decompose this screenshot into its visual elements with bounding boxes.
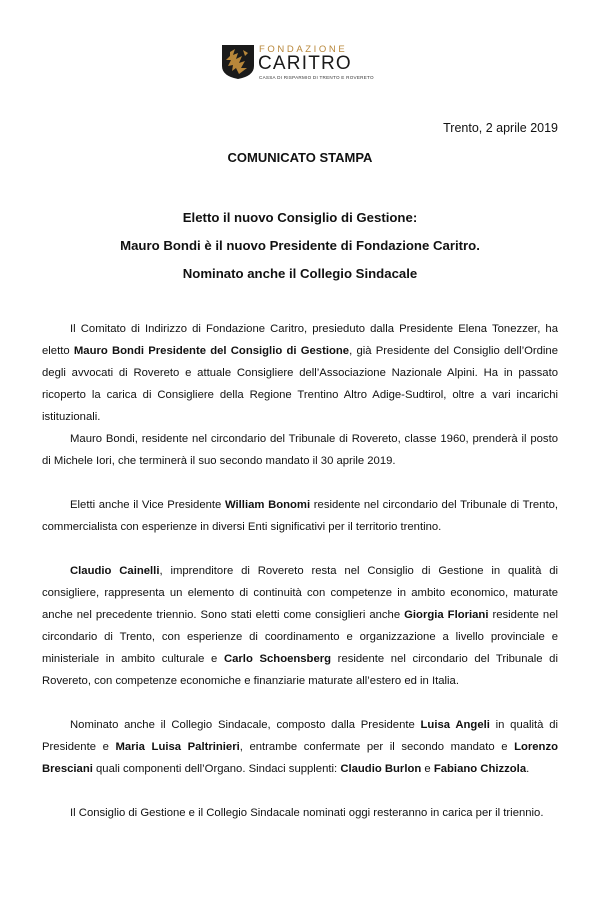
bold-name: Lorenzo Bresciani	[42, 741, 558, 775]
title-line-3: Nominato anche il Collegio Sindacale	[182, 266, 418, 281]
title-line-1: Eletto il nuovo Consiglio di Gestione:	[182, 210, 418, 225]
paragraph-text: , imprenditore di Rovereto resta nel Consiglio di Gestione in qualità di consigliere, rappresenta un elemento di continuità con competenze in ambito economico, maturate anche nel precedente triennio. Sono stati eletti come consiglieri anche	[42, 565, 558, 621]
document-heading: COMUNICATO STAMPA	[227, 150, 373, 165]
paragraph-text: Il Comitato di Indirizzo di Fondazione Caritro, presieduto dalla Presidente Elena Tonezzer, ha eletto	[42, 323, 558, 357]
logo-fondazione-text: FONDAZIONE	[259, 44, 348, 55]
paragraph-election	[42, 318, 558, 428]
logo-tagline: CASSA DI RISPARMIO DI TRENTO E ROVERETO	[259, 75, 374, 80]
bold-name: Maria Luisa Paltrinieri	[115, 741, 240, 753]
paragraph-text: Il Consiglio di Gestione e il Collegio Sindacale nominati oggi resteranno in carica per il triennio.	[70, 807, 544, 819]
paragraph-text: Nominato anche il Collegio Sindacale, composto dalla Presidente	[70, 719, 421, 731]
paragraph-text: residente nel circondario di Trento, con esperienze di coordinamento e organizzazione a livello provinciale e ministeriale in ambito culturale e	[42, 609, 559, 665]
caritro-emblem-icon	[221, 44, 255, 80]
paragraph-bondi	[42, 428, 558, 472]
bold-name: Giorgia Floriani	[404, 609, 489, 621]
paragraph-text: quali componenti dell’Organo. Sindaci supplenti:	[92, 763, 341, 775]
press-release-date: Trento, 2 aprile 2019	[443, 121, 558, 135]
paragraph-councillors	[42, 560, 558, 692]
paragraph-text: residente nel circondario del Tribunale di Rovereto, con competenze economiche e finanziarie maturate all’estero ed in Italia.	[42, 653, 558, 687]
paragraph-collegio-sindacale	[42, 714, 558, 780]
paragraph-text: , entrambe confermate per il secondo mandato e	[239, 741, 515, 753]
paragraph-text: Eletti anche il Vice Presidente	[70, 499, 225, 511]
bold-name: William Bonomi	[224, 499, 311, 511]
bold-name: Claudio Cainelli	[70, 565, 160, 577]
bold-name: Fabiano Chizzola	[433, 763, 527, 775]
paragraph-term	[42, 802, 558, 824]
paragraph-vice-president	[42, 494, 558, 538]
bold-name: Claudio Burlon	[340, 763, 422, 775]
bold-name: Mauro Bondi Presidente del Consiglio di Gestione	[73, 345, 350, 357]
paragraph-text: .	[526, 763, 530, 775]
bold-name: Carlo Schoensberg	[223, 653, 332, 665]
fondazione-caritro-logo	[221, 44, 374, 84]
paragraph-text: in qualità di Presidente e	[42, 719, 558, 753]
paragraph-text: Mauro Bondi, residente nel circondario del Tribunale di Rovereto, classe 1960, prenderà il posto di Michele Iori, che terminerà il suo secondo mandato il 30 aprile 2019.	[42, 433, 558, 467]
logo-caritro-text: CARITRO	[258, 53, 352, 74]
bold-name: Luisa Angeli	[420, 719, 490, 731]
title-line-2: Mauro Bondi è il nuovo Presidente di Fondazione Caritro.	[120, 238, 480, 253]
press-release-titles	[0, 204, 600, 288]
paragraph-text: e	[421, 763, 434, 775]
paragraph-text: , già Presidente del Consiglio dell’Ordine degli avvocati di Rovereto e attuale Consigliere dell’Associazione Nazionale Alpini. Ha in passato ricoperto la carica di Consigliere della Regione Trentino Altro Adige-Sudtirol, oltre a vari incarichi istituzionali.	[42, 345, 558, 423]
paragraph-text: residente nel circondario del Tribunale di Trento, commercialista con esperienze in diversi Enti significativi per il territorio trentino.	[42, 499, 559, 533]
